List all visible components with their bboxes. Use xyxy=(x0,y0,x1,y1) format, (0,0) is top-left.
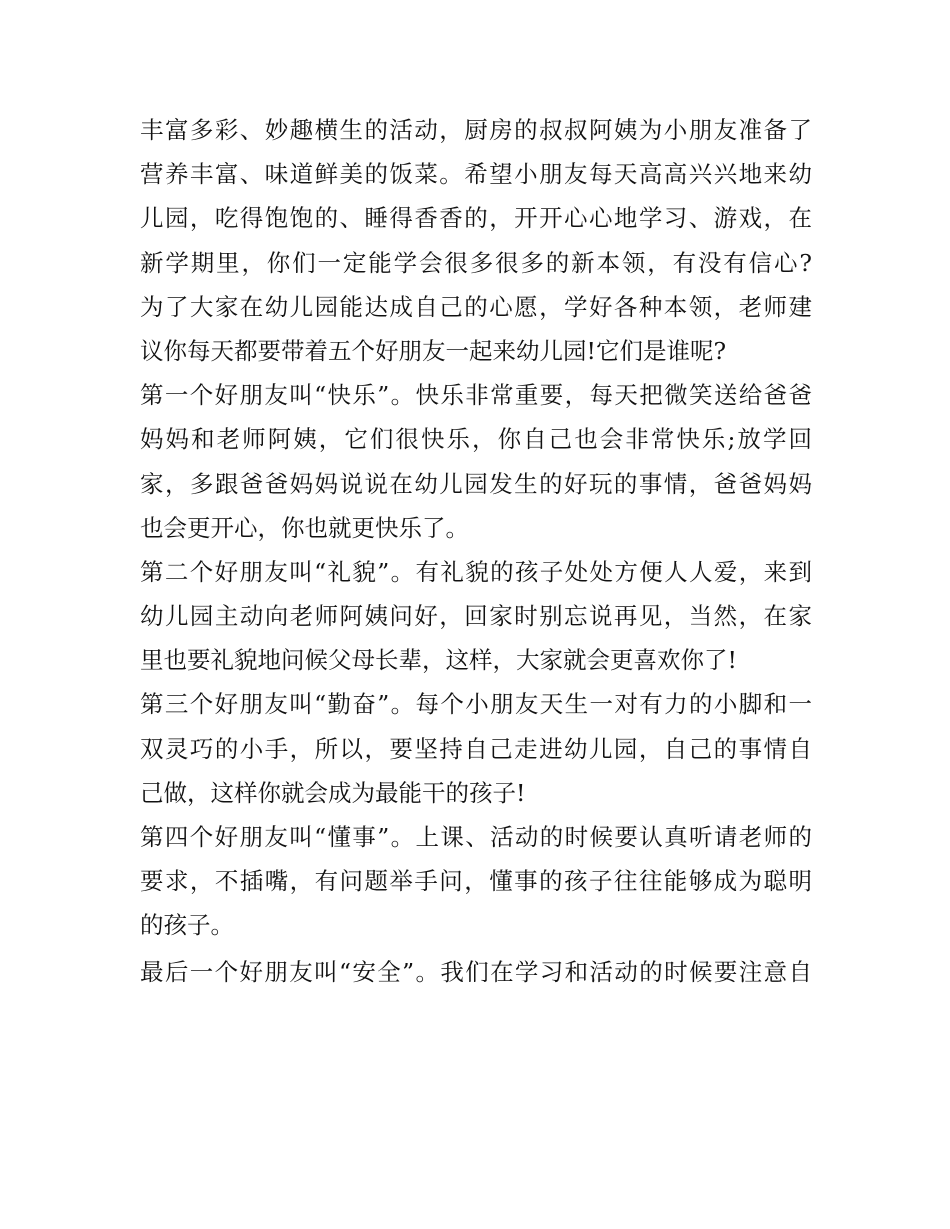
text-line: 第二个好朋友叫“礼貌”。有礼貌的孩子处处方便人人爱，来到 xyxy=(140,557,812,586)
text-line: 要求，不插嘴，有问题举手问，懂事的孩子往往能够成为聪明 xyxy=(140,867,812,896)
text-line: 最后一个好朋友叫“安全”。我们在学习和活动的时候要注意自 xyxy=(140,957,812,986)
text-line: 双灵巧的小手，所以，要坚持自己走进幼儿园，自己的事情自 xyxy=(140,734,812,763)
body-text xyxy=(140,108,812,994)
text-line: 儿园，吃得饱饱的、睡得香香的，开开心心地学习、游戏，在 xyxy=(140,204,812,233)
text-line: 也会更开心，你也就更快乐了。 xyxy=(140,513,469,542)
text-line: 第三个好朋友叫“勤奋”。每个小朋友天生一对有力的小脚和一 xyxy=(140,690,812,719)
text-line: 营养丰富、味道鲜美的饭菜。希望小朋友每天高高兴兴地来幼 xyxy=(140,160,812,189)
text-line: 家，多跟爸爸妈妈说说在幼儿园发生的好玩的事情，爸爸妈妈 xyxy=(140,469,812,498)
text-line: 妈妈和老师阿姨，它们很快乐，你自己也会非常快乐;放学回 xyxy=(140,425,812,454)
text-line: 己做，这样你就会成为最能干的孩子! xyxy=(140,778,526,807)
text-line: 的孩子。 xyxy=(140,911,234,940)
text-line: 为了大家在幼儿园能达成自己的心愿，学好各种本领，老师建 xyxy=(140,292,812,321)
text-line: 里也要礼貌地问候父母长辈，这样，大家就会更喜欢你了! xyxy=(140,646,737,675)
text-line: 幼儿园主动向老师阿姨问好，回家时别忘说再见，当然，在家 xyxy=(140,602,812,631)
text-line: 第一个好朋友叫“快乐”。快乐非常重要，每天把微笑送给爸爸 xyxy=(140,381,812,410)
text-line: 新学期里，你们一定能学会很多很多的新本领，有没有信心? xyxy=(140,248,812,277)
text-line: 丰富多彩、妙趣横生的活动，厨房的叔叔阿姨为小朋友准备了 xyxy=(140,116,812,144)
text-line: 议你每天都要带着五个好朋友一起来幼儿园!它们是谁呢? xyxy=(140,336,727,365)
text-line: 第四个好朋友叫“懂事”。上课、活动的时候要认真听请老师的 xyxy=(140,823,812,851)
